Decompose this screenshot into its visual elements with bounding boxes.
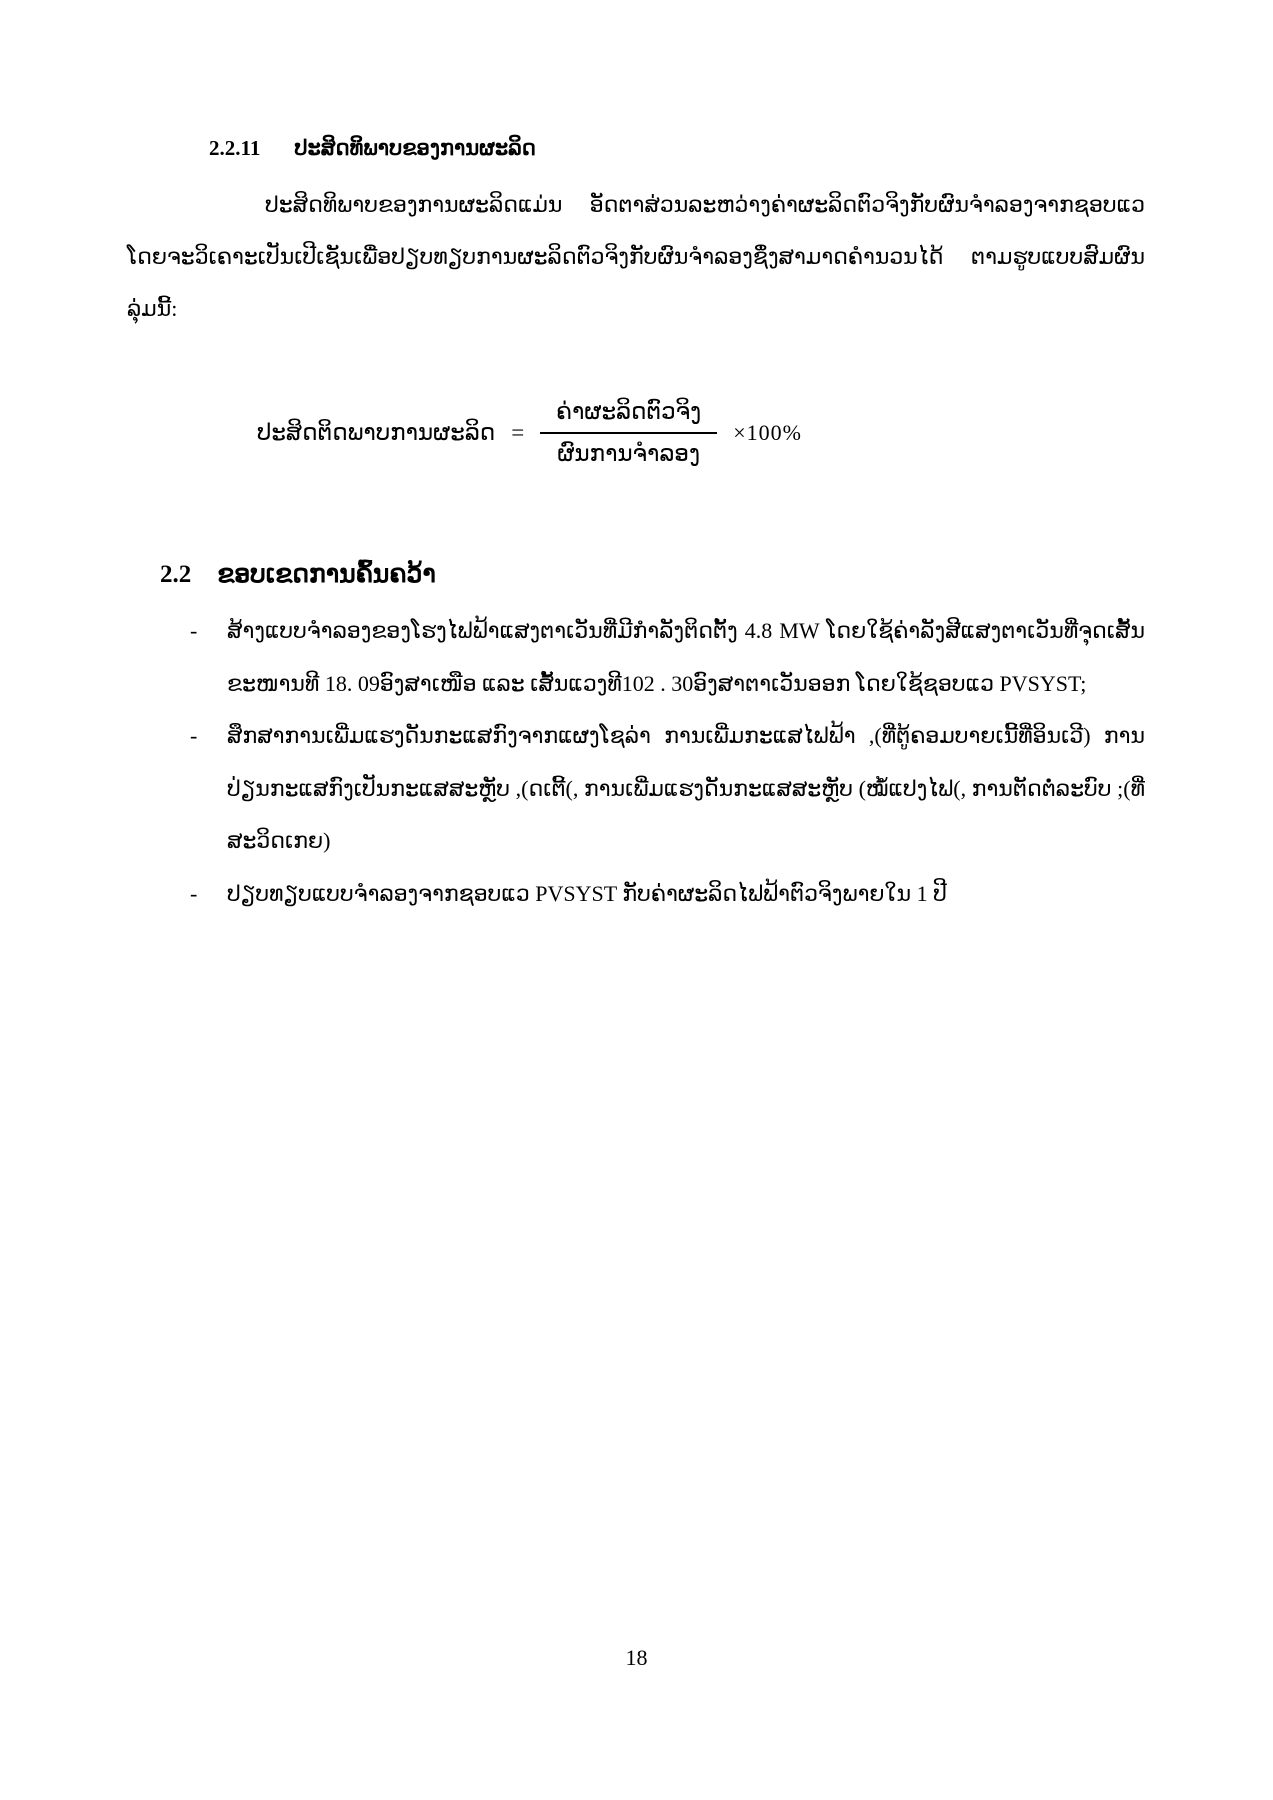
formula-lhs: ປະສິດຕິດພາບການຜະລິດ xyxy=(257,420,496,445)
section-2-2-number: 2.2 xyxy=(160,561,192,588)
formula-denominator: ຜົນການຈຳລອງ xyxy=(540,432,717,467)
scope-list-item-3 xyxy=(190,868,1145,921)
formula-multiplier: ×100% xyxy=(733,420,802,445)
list-item-marker: - xyxy=(190,618,198,643)
section-heading-2-2-11 xyxy=(209,136,1145,161)
intro-paragraph: ປະສິດທິພາບຂອງການຜະລິດແມ່ນ ອັດຕາສ່ວນລະຫວ່າງຄ່າຜະລິດຕົວຈິງກັບຜົນຈຳລອງຈາກຊອບແວ ໂດຍຈະວິເຄາະເປັນເປີເຊັນເພື່ອປຽບທຽບການຜະລິດຕົວຈິງກັບຜົນຈຳລອງຊຶ່ງສາມາດຄຳນວນໄດ້ ຕາມຮູບແບບສົມຜົນລຸ່ມນີ້: xyxy=(127,192,1145,321)
list-item-text: ສ້າງແບບຈຳລອງຂອງໂຮງໄຟຟ້າແສງຕາເວັນທີ່ມີກຳລັງຕິດຕັ້ງ 4.8 MW ໂດຍໃຊ້ຄ່າລັງສີແສງຕາເວັນທີ່ຈຸດເສັ້ນຂະໜານທີ 18. 09ອົງສາເໜືອ ແລະ ເສັ້ນແວງທີ102 . 30ອົງສາຕາເວັນອອກ ໂດຍໃຊ້ຊອບແວ PVSYST; xyxy=(227,618,1145,696)
scope-list xyxy=(127,605,1145,920)
list-item-text: ປຽບທຽບແບບຈຳລອງຈາກຊອບແວ PVSYST ກັບຄ່າຜະລິດໄຟຟ້າຕົວຈິງພາຍໃນ 1 ປີ xyxy=(227,880,947,906)
list-item-marker: - xyxy=(190,723,198,748)
scope-list-item-2 xyxy=(190,710,1145,868)
production-efficiency-formula xyxy=(257,399,802,467)
list-item-text: ສຶກສາການເພີ່ມແຮງດັນກະແສກົງຈາກແຜງໂຊລ່າ ການເພີ່ມກະແສໄຟຟ້າ ,(ທີ່ຕູ້ຄອມບາຍເນີ້ທີ່ອິນເວີ) ການປ່ຽນກະແສກົງເປັນກະແສສະຫຼັບ ,(ດເຕີ້(, ການເພີ່ມແຮງດັນກະແສສະຫຼັບ (ໝໍ້ແປງໄຟ(, ການຕັດຕໍ່ລະບົບ ;(ທີ່ສະວິດເກຍ) xyxy=(227,723,1145,853)
formula-numerator: ຄ່າຜະລິດຕົວຈິງ xyxy=(556,399,702,424)
section-2-2-title: ຂອບເຂດການຄົ້ນຄວ້າ xyxy=(217,561,436,588)
section-2-2-11-title: ປະສິດທິພາບຂອງການຜະລິດ xyxy=(294,136,536,160)
section-2-2-11-number: 2.2.11 xyxy=(209,136,261,160)
scope-list-item-1 xyxy=(190,605,1145,710)
list-item-marker: - xyxy=(190,880,198,906)
formula-equals-sign: = xyxy=(511,420,525,445)
formula-fraction xyxy=(540,399,717,467)
section-heading-2-2 xyxy=(160,559,1145,589)
page-number: 18 xyxy=(625,1645,648,1670)
